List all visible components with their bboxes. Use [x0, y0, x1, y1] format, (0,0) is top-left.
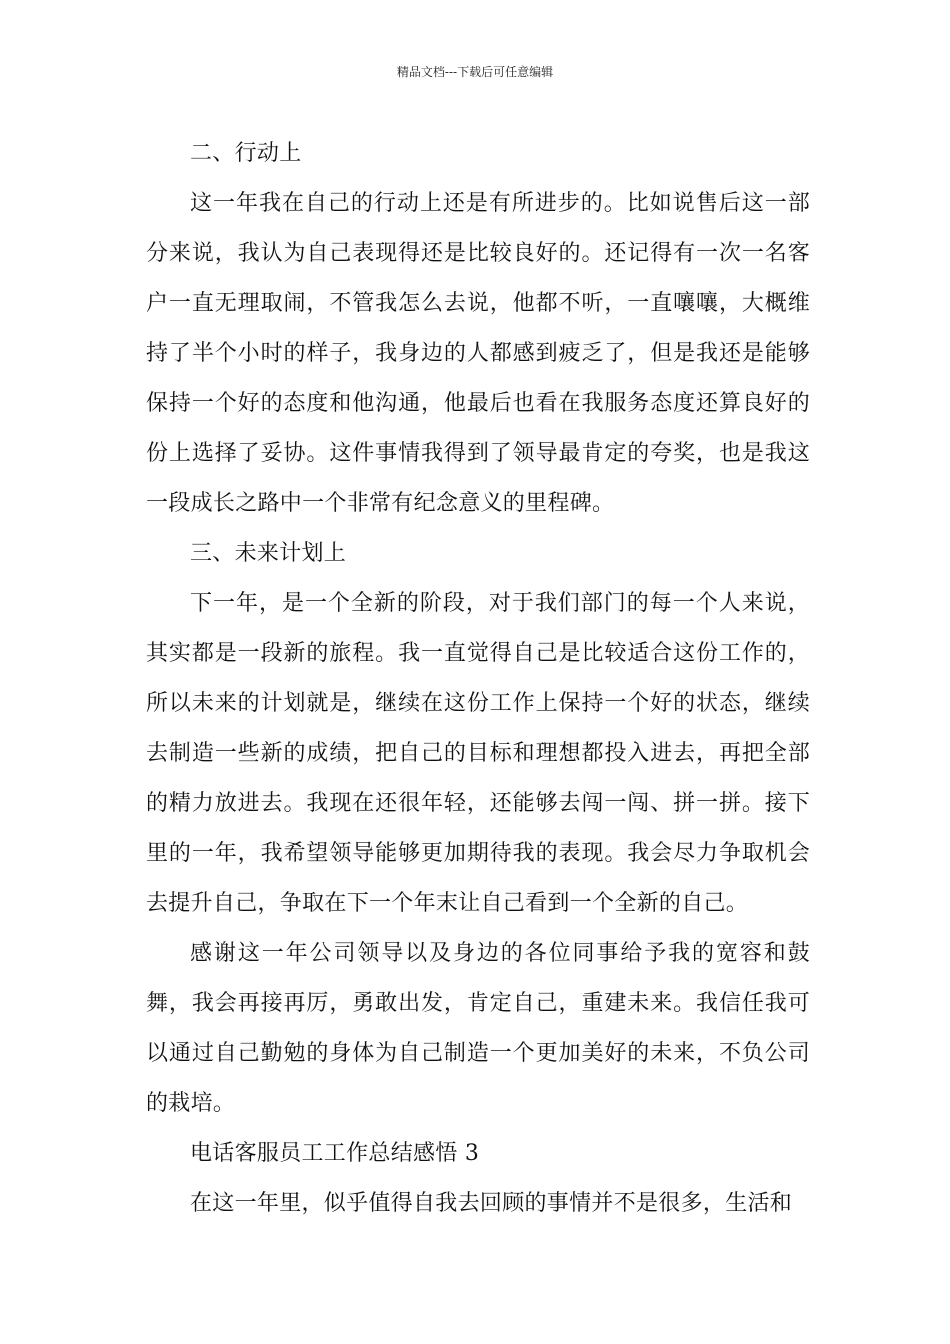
section-heading-future: 三、未来计划上 [190, 541, 347, 566]
document-body [146, 129, 810, 1229]
section-heading-action: 二、行动上 [190, 141, 302, 166]
paragraph-thanks: 感谢这一年公司领导以及身边的各位同事给予我的宽容和鼓舞，我会再接再厉，勇敢出发，肯定自己，重建未来。我信任我可以通过自己勤勉的身体为自己制造一个更加美好的未来，不负公司的栽培。 [146, 941, 810, 1116]
article-title-3: 电话客服员工工作总结感悟 3 [190, 1141, 480, 1166]
page-header: 精品文档---下载后可任意编辑 [396, 65, 554, 79]
paragraph-action: 这一年我在自己的行动上还是有所进步的。比如说售后这一部分来说，我认为自己表现得还是比较良好的。还记得有一次一名客户一直无理取闹，不管我怎么去说，他都不听，一直嚷嚷，大概维持了半个小时的样子，我身边的人都感到疲乏了，但是我还是能够保持一个好的态度和他沟通，他最后也看在我服务态度还算良好的份上选择了妥协。这件事情我得到了领导最肯定的夸奖，也是我这一段成长之路中一个非常有纪念意义的里程碑。 [146, 191, 810, 516]
paragraph-article-3-start: 在这一年里，似乎值得自我去回顾的事情并不是很多，生活和 [190, 1191, 793, 1216]
paragraph-future-plan: 下一年，是一个全新的阶段，对于我们部门的每一个人来说，其实都是一段新的旅程。我一直觉得自己是比较适合这份工作的，所以未来的计划就是，继续在这份工作上保持一个好的状态，继续去制造一些新的成绩，把自己的目标和理想都投入进去，再把全部的精力放进去。我现在还很年轻，还能够去闯一闯、拼一拼。接下里的一年，我希望领导能够更加期待我的表现。我会尽力争取机会去提升自己，争取在下一个年末让自己看到一个全新的自己。 [146, 591, 810, 916]
